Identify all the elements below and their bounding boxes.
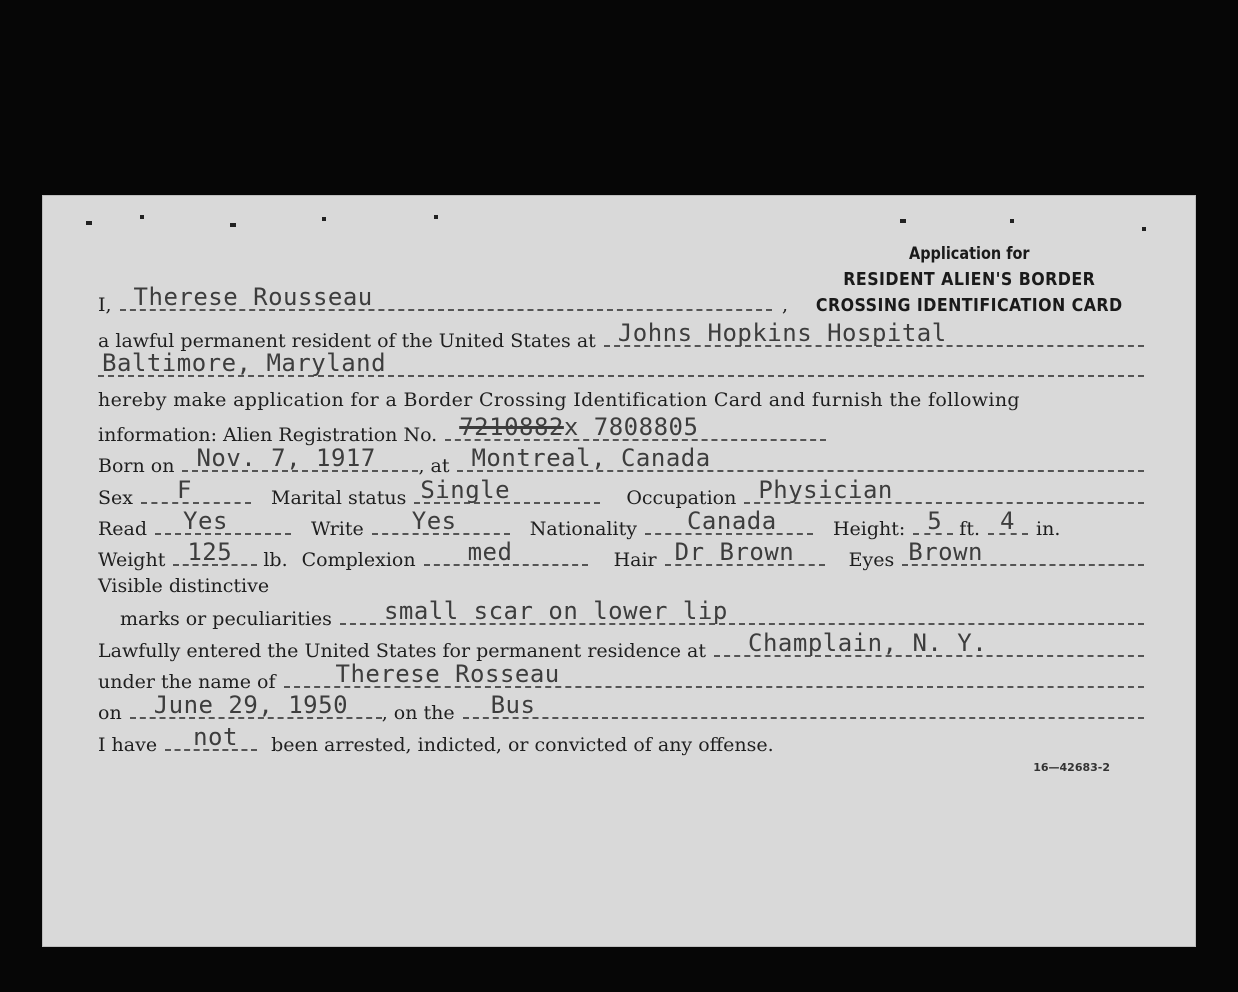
header-line2: RESIDENT ALIEN'S BORDER <box>843 269 1096 290</box>
name-row <box>98 283 796 316</box>
name-value: Therese Rousseau <box>133 283 373 311</box>
entered-place-value: Champlain, N. Y. <box>748 629 988 657</box>
name-of-label: under the name of <box>98 671 276 693</box>
statement-line1: hereby make application for a Border Crossing Identification Card and furnish the following <box>98 389 1020 411</box>
marital-field[interactable] <box>414 476 600 504</box>
occupation-label: Occupation <box>626 487 737 509</box>
nationality-label: Nationality <box>529 518 637 540</box>
born-date-field[interactable] <box>182 444 418 472</box>
entered-row <box>98 629 1144 662</box>
write-label: Write <box>311 518 364 540</box>
eyes-label: Eyes <box>848 549 895 571</box>
sex-label: Sex <box>98 487 133 509</box>
height-label: Height: <box>832 518 906 540</box>
hair-label: Hair <box>613 549 657 571</box>
height-ft-value: 5 <box>927 507 943 535</box>
height-in-value: 4 <box>1000 507 1015 535</box>
height-ft-field[interactable] <box>913 507 953 535</box>
at-label: , at <box>418 455 450 477</box>
read-label: Read <box>98 518 148 540</box>
address-line2-value: Baltimore, Maryland <box>102 349 387 377</box>
conveyance-value: Bus <box>490 691 536 719</box>
sex-row <box>98 476 1144 509</box>
application-card <box>42 195 1196 947</box>
weight-label: Weight <box>98 549 166 571</box>
born-row <box>98 444 1144 477</box>
form-number: 16—42683-2 <box>1033 761 1110 774</box>
sex-field[interactable] <box>141 476 251 504</box>
visible-row2 <box>120 597 1144 630</box>
entry-date-row <box>98 691 1144 724</box>
speck-mark <box>86 221 92 225</box>
born-date-value: Nov. 7, 1917 <box>196 444 376 472</box>
statement-row <box>98 389 1144 411</box>
entry-name-field[interactable] <box>284 660 1145 688</box>
entered-place-field[interactable] <box>714 629 1144 657</box>
weight-field[interactable] <box>173 538 257 566</box>
speck-mark <box>900 219 906 223</box>
entry-date-value: June 29, 1950 <box>153 691 349 719</box>
nationality-field[interactable] <box>645 507 813 535</box>
complexion-label: Complexion <box>301 549 416 571</box>
marital-value: Single <box>420 476 511 504</box>
address-line1-value: Johns Hopkins Hospital <box>617 319 947 347</box>
entry-name-row <box>98 660 1144 693</box>
born-place-field[interactable] <box>457 444 1144 472</box>
weight-row <box>98 538 1144 571</box>
alien-reg-field[interactable] <box>445 413 826 441</box>
speck-mark <box>434 215 438 219</box>
in-label: in. <box>1036 518 1061 540</box>
arrest-row <box>98 723 1144 756</box>
visible-row1 <box>98 575 1144 597</box>
entry-name-value: Therese Rosseau <box>335 660 560 688</box>
read-row <box>98 507 1144 540</box>
marks-field[interactable] <box>340 597 1144 625</box>
comma: , <box>781 294 788 316</box>
eyes-value: Brown <box>908 538 983 566</box>
header-line3: CROSSING IDENTIFICATION CARD <box>816 295 1124 316</box>
read-value: Yes <box>183 507 228 535</box>
address-row2 <box>98 349 1144 377</box>
header-line1: Application for <box>909 244 1030 264</box>
i-label: I, <box>98 294 112 316</box>
address-line2-field[interactable] <box>98 349 1144 377</box>
form-header <box>795 241 1144 319</box>
visible-label2: marks or peculiarities <box>120 608 332 630</box>
address-field[interactable] <box>604 319 1144 347</box>
arrest-field[interactable] <box>165 723 257 751</box>
lb-label: lb. <box>263 549 288 571</box>
nationality-value: Canada <box>686 507 777 535</box>
write-field[interactable] <box>372 507 510 535</box>
born-label: Born on <box>98 455 175 477</box>
arrest-value: not <box>193 723 238 751</box>
hair-field[interactable] <box>665 538 825 566</box>
alien-reg-row <box>98 413 836 446</box>
marks-value: small scar on lower lip <box>383 597 728 625</box>
complexion-value: med <box>467 538 513 566</box>
conveyance-field[interactable] <box>463 691 1144 719</box>
alien-reg-struck: 7210882 <box>459 413 564 441</box>
entered-label: Lawfully entered the United States for permanent residence at <box>98 640 707 662</box>
ft-label: ft. <box>959 518 981 540</box>
marital-label: Marital status <box>270 487 407 509</box>
entry-date-field[interactable] <box>130 691 382 719</box>
occupation-value: Physician <box>758 476 893 504</box>
height-in-field[interactable] <box>988 507 1028 535</box>
occupation-field[interactable] <box>744 476 1144 504</box>
resident-row <box>98 319 1144 352</box>
alien-reg-value-wrap <box>459 413 698 441</box>
on-label: on <box>98 702 122 724</box>
speck-mark <box>1142 227 1146 231</box>
alien-reg-value: x 7808805 <box>563 413 699 441</box>
speck-mark <box>230 223 236 227</box>
speck-mark <box>322 217 326 221</box>
weight-value: 125 <box>187 538 233 566</box>
complexion-field[interactable] <box>424 538 588 566</box>
arrest-statement: been arrested, indicted, or convicted of any offense. <box>271 734 774 756</box>
sex-value: F <box>176 476 192 504</box>
eyes-field[interactable] <box>902 538 1144 566</box>
alien-reg-label: information: Alien Registration No. <box>98 424 438 446</box>
born-place-value: Montreal, Canada <box>471 444 711 472</box>
hair-value: Dr Brown <box>674 538 795 566</box>
name-field[interactable] <box>120 283 772 311</box>
i-have-label: I have <box>98 734 158 756</box>
read-field[interactable] <box>155 507 291 535</box>
on-the-label: , on the <box>381 702 455 724</box>
resident-label: a lawful permanent resident of the United States at <box>98 330 596 352</box>
speck-mark <box>1010 219 1014 223</box>
speck-mark <box>140 215 144 219</box>
visible-label1: Visible distinctive <box>98 575 270 597</box>
write-value: Yes <box>411 507 457 535</box>
